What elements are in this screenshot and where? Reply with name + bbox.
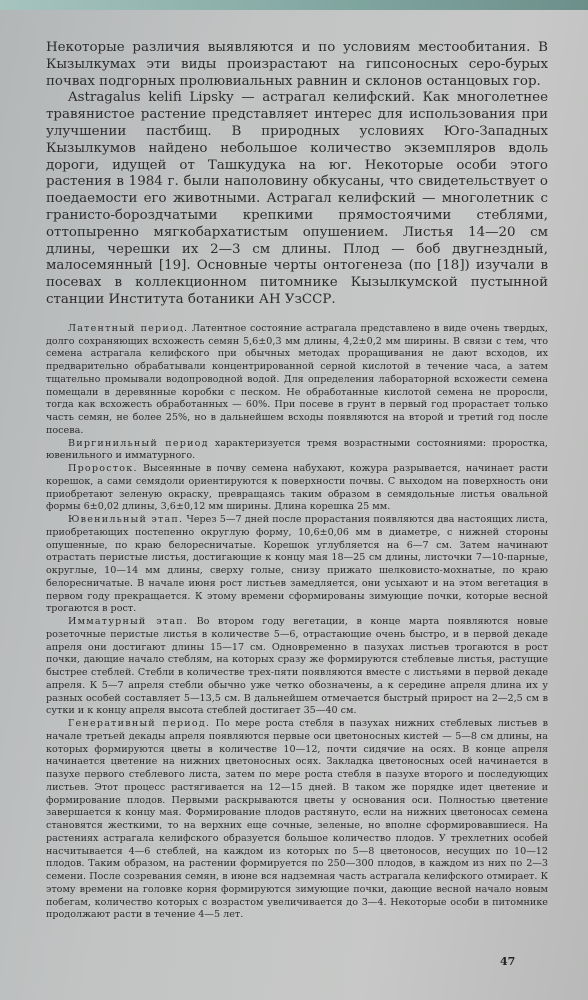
section-generative-period [46,718,548,922]
paragraph-habitat: Некоторые различия выявляются и по условиям местообитания. В Кызылкумах эти виды произрастают на гипсоносных серо-бурых почвах подгорных пролювиальных равнин и склонов останцовых гор. [46,40,548,89]
lead-text [46,40,548,309]
section-title: Ювенильный этап. [68,514,184,525]
section-latent-period [46,323,548,438]
section-seedling [46,463,548,514]
section-virginile-period [46,438,548,464]
ontogenesis-sections [46,323,548,922]
section-title: Проросток. [68,463,138,474]
page-content [46,40,548,922]
section-text: По мере роста стебля в пазухах нижних стеблевых листьев в начале третьей декады апреля появляются первые оси цветоносных кистей — 5—8 см длины, на которых формируются цветы в количестве 10—12, почти сидячие на осях. В конце апреля начинается цветение на нижних цветоносных осях. Закладка цветоносных осей начинается в пазухе первого стеблевого листа, затем по мере роста стебля в пазухе второго и последующих листьев. Этот процесс растягивается на 12—15 дней. В таком же порядке идет цветение и формирование плодов. Первыми раскрываются цветы у основания оси. Полностью цветение завершается к концу мая. Формирование плодов растянуто, если на нижних цветоносах семена становятся жесткими, то на верхних еще сочные, зеленые, но вполне сформировавшиеся. На растениях астрагала келифского образуется большое количество плодов. У трехлетних особей насчитывается 4—6 стеблей, на каждом из которых по 5—8 цветоносов, несущих по 10—12 плодов. Таким образом, на растении формируется по 250—300 плодов, в каждом из них по 2—3 семени. После созревания семян, в июне вся надземная часть астрагала келифского отмирает. К этому времени на головке корня формируются зимующие почки, дающие весной начало новым побегам, количество которых с возрастом увеличивается до 3—4. Некоторые особи в питомнике продолжают расти в течение 4—5 лет. [46,718,548,921]
top-edge-strip [0,0,588,10]
section-title: Имматурный этап. [68,616,189,627]
page-number: 47 [500,955,516,968]
section-immature-stage [46,616,548,718]
paragraph-astragalus-kelifi: Astragalus kelifi Lipsky — астрагал келифский. Как многолетнее травянистое растение представляет интерес для использования при улучшении пастбищ. В природных условиях Юго-Западных Кызылкумов найдено небольшое количество экземпляров вдоль дороги, идущей от Ташкудука на юг. Некоторые особи этого растения в 1984 г. были наполовину обкусаны, что свидетельствует о поедаемости его животными. Астрагал келифский — многолетник с гранисто-бороздчатыми крепкими прямостоячими стеблями, оттопыренно мягкобархатистым опушением. Листья 14—20 см длины, черешки их 2—3 см длины. Плод — боб двугнездный, малосемянный [19]. Основные черты онтогенеза (по [18]) изучали в посевах в коллекционном питомнике Кызылкумской пустынной станции Института ботаники АН УзССР. [46,90,548,307]
section-juvenile-stage [46,514,548,616]
section-text: Высеянные в почву семена набухают, кожура разрывается, начинает расти корешок, а сами семядоли ориентируются к поверхности почвы. С выходом на поверхность они приобретают зеленую окраску, превращаясь таким образом в семядольные листья овальной формы 6±0,02 длины, 3,6±0,12 мм ширины. Длина корешка 25 мм. [46,463,548,513]
section-text: Во втором году вегетации, в конце марта появляются новые розеточные перистые листья в количестве 5—6, отрастающие очень быстро, и в первой декаде апреля они достигают длины 15—17 см. Одновременно в пазухах листьев трогаются в рост почки, дающие начало стеблям, на которых сразу же формируются стеблевые листья, растущие быстрее стеблей. Стебли в количестве трех-пяти появляются вместе с листьями в первой декаде апреля. К 5—7 апреля стебли обычно уже четко обозначены, а к середине апреля длина их у разных особей составляет 5—13,5 см. В дальнейшем отмечается быстрый прирост на 2—2,5 см в сутки и к концу апреля высота стеблей достигает 35—40 см. [46,616,548,717]
section-text: Латентное состояние астрагала представлено в виде очень твердых, долго сохраняющих всхожесть семян 5,6±0,3 мм длины, 4,2±0,2 мм ширины. В связи с тем, что семена астрагала келифского при обычных методах проращивания не дают всходов, их предварительно обрабатывали концентрированной серной кислотой в течение часа, а затем тщательно промывали водопроводной водой. Для определения лабораторной всхожести семена помещали в деревянные коробки с песком. Не обработанные кислотой семена не проросли, тогда как всхожесть обработанных — 60%. При посеве в грунт в первый год прорастает только часть семян, не более 25%, но в дальнейшем всходы появляются на второй и третий год после посева. [46,322,548,436]
section-title: Генеративный период. [68,718,211,729]
section-text: Через 5—7 дней после прорастания появляются два настоящих листа, приобретающих постепенно округлую форму, 10,6±0,06 мм в диаметре, с нижней стороны опушенные, по краю белоресничатые. Корешок углубляется на 6—7 см. Затем начинают отрастать перистые листья, достигающие к концу мая 18—25 см длины, листочки 7—10-парные, округлые, 10—14 мм длины, сверху голые, снизу прижато шелковисто-мохнатые, по краю белоресничатые. В начале июня рост листьев замедляется, они усыхают и на этом вегетация в первом году прекращается. К этому времени сформированы зимующие почки, которые весной трогаются в рост. [46,514,548,615]
section-title: Виргинильный период [68,437,209,449]
section-text: характеризуется тремя возрастными состояниями: проростка, ювенильного и имматурного. [46,437,548,462]
section-title: Латентный период. [68,322,189,334]
